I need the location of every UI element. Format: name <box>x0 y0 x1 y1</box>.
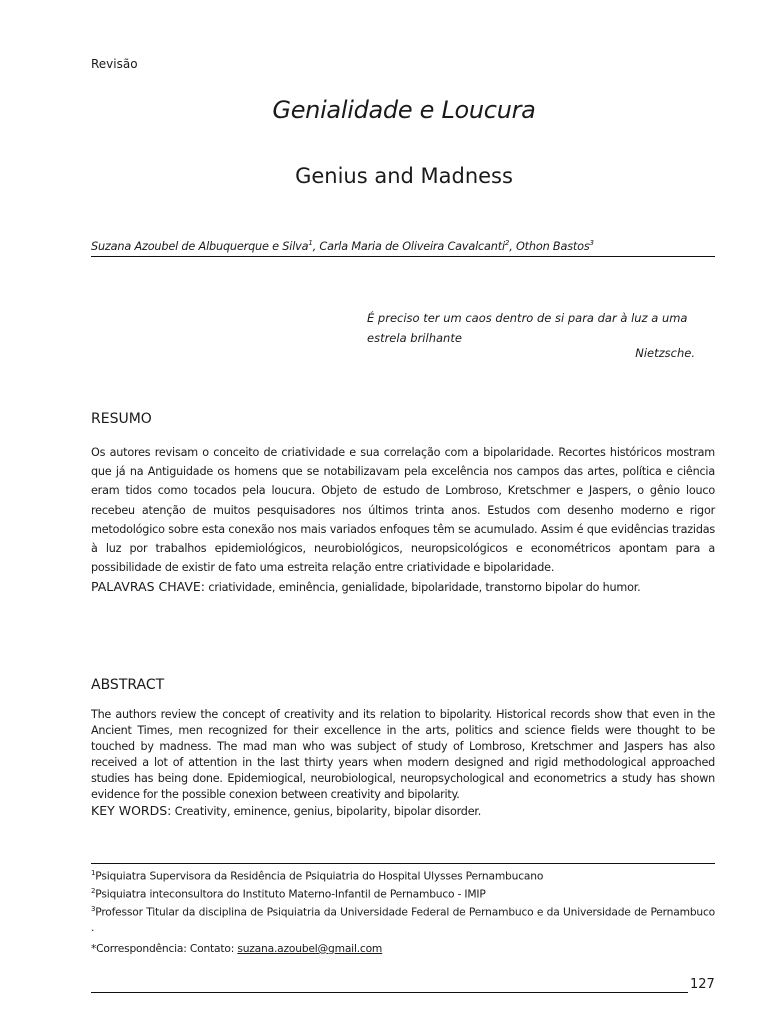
title-portuguese: Genialidade e Loucura <box>272 96 536 124</box>
resumo-section <box>91 443 715 598</box>
author-name: Carla Maria de Oliveira Cavalcanti <box>319 239 505 253</box>
footnote <box>91 884 715 902</box>
resumo-keywords <box>91 577 715 597</box>
footnote-text: Psiquiatra inteconsultora do Instituto Materno-Infantil de Pernambuco - IMIP <box>95 887 486 901</box>
keywords-list: Creativity, eminence, genius, bipolarity, bipolar disorder. <box>174 805 482 819</box>
footnotes-divider <box>91 863 715 864</box>
section-label: Revisão <box>91 57 138 71</box>
footnote <box>91 866 715 884</box>
author-affiliation-mark: 2 <box>504 239 510 247</box>
abstract-text: The authors review the concept of creativity and its relation to bipolarity. Historical records show that even in the Ancient Times, men recognized for their excellence in the arts, politics and science fields were thought to be touched by madness. The mad man who was subject of study of Lombroso, Kretschmer and Jaspers has also received a lot of attention in the last thirty years when modern designed and rigid methodological approached studies has being done. Epidemiogical, neurobiological, neuropsychological and econometrics a study has shown evidence for the possible conexion between creativity and bipolarity. <box>91 708 715 801</box>
resumo-text: Os autores revisam o conceito de criatividade e sua correlação com a bipolaridade. Recortes históricos mostram que já na Antiguidade os homens que se notabilizavam pela excelência nos campos das artes, política e ciência eram tidos como tocados pela loucura. Objeto de estudo de Lombroso, Kretschmer e Jaspers, o gênio louco recebeu atenção de muitos pesquisadores nos últimos trinta anos. Estudos com desenho moderno e rigor metodológico sobre esta conexão nos mais variados enfoques têm se acumulado. Assim é que evidências trazidas à luz por trabalhos epidemiológicos, neurobiológicos, neuropsicológicos e econométricos apontam para a possibilidade de existir de fato uma estreita relação entre criatividade e bipolaridade. <box>91 446 715 575</box>
abstract-heading: ABSTRACT <box>91 677 165 693</box>
footnote-mark: 1 <box>91 869 96 877</box>
abstract-section <box>91 707 715 820</box>
contact-email-link[interactable]: suzana.azoubel@gmail.com <box>237 941 383 955</box>
footnote-mark: 3 <box>91 905 96 914</box>
page-number: 127 <box>690 977 715 992</box>
page-footer-rule <box>91 992 688 993</box>
footnotes <box>91 866 715 956</box>
keywords-label: KEY WORDS: <box>91 803 172 819</box>
correspondence <box>91 941 715 957</box>
authors-divider <box>91 256 715 257</box>
author-list: Suzana Azoubel de Albuquerque e Silva$^1$, Carla Maria de Oliveira Cavalcanti$^2$, Othon Bastos$^3$ <box>91 239 594 253</box>
abstract-keywords <box>91 803 715 820</box>
footnote-text: Psiquiatra Supervisora da Residência de Psiquiatria do Hospital Ulysses Pernambucano <box>95 869 544 883</box>
epigraph-author: Nietzsche. <box>635 346 695 360</box>
contact-label: *Correspondência: Contato: <box>91 941 235 955</box>
author-affiliation-mark: 1 <box>308 239 313 247</box>
author-name: Othon Bastos <box>515 239 590 253</box>
keywords-label: PALAVRAS CHAVE: <box>91 579 206 595</box>
footnote <box>91 902 715 936</box>
footnote-text: Professor Titular da disciplina de Psiquiatria da Universidade Federal de Pernambuco e da Universidade de Pernambuco . <box>91 905 715 935</box>
epigraph-quote: É preciso ter um caos dentro de si para dar à luz a uma estrela brilhante <box>367 311 688 345</box>
author-name: Suzana Azoubel de Albuquerque e Silva <box>91 239 309 253</box>
footnote-mark: 2 <box>91 887 96 896</box>
title-english: Genius and Madness <box>295 164 513 188</box>
resumo-heading: RESUMO <box>91 411 152 427</box>
keywords-list: criatividade, eminência, genialidade, bipolaridade, transtorno bipolar do humor. <box>208 581 641 595</box>
author-affiliation-mark: 3 <box>589 239 594 247</box>
